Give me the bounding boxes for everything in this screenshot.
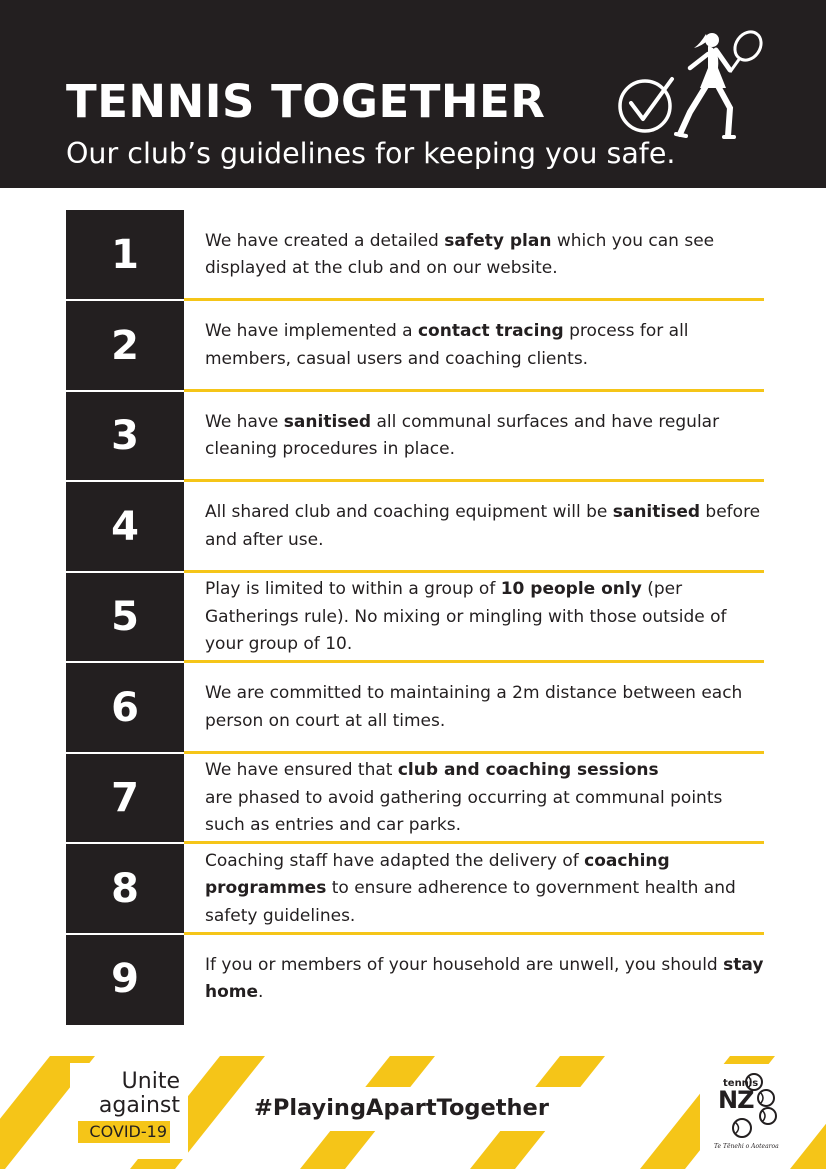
row-divider	[184, 932, 764, 935]
guideline-number-cell	[66, 934, 184, 1025]
row-divider	[184, 660, 764, 663]
guideline-emphasis: 10 people only	[500, 579, 642, 599]
guideline-text-part: are phased to avoid gathering occurring at communal points such as entries and car parks.	[205, 787, 723, 835]
guidelines-list	[66, 210, 764, 1026]
logo-tagline: Te Tēnehi o Aotearoa	[714, 1143, 779, 1150]
guideline-number: 4	[111, 503, 139, 550]
guideline-text-part: We have created a detailed	[205, 230, 445, 251]
guideline-text	[205, 844, 764, 935]
guideline-text	[205, 934, 764, 1025]
guideline-row	[66, 210, 764, 301]
guideline-row	[66, 934, 764, 1025]
guideline-number-cell	[66, 482, 184, 573]
row-divider	[184, 841, 764, 844]
guideline-text-part: to ensure adherence to government health and safety guidelines.	[205, 878, 736, 926]
guideline-text	[205, 301, 764, 392]
row-divider	[184, 298, 764, 301]
guideline-number-cell	[66, 844, 184, 935]
number-divider	[66, 933, 184, 935]
guideline-number-cell	[66, 663, 184, 754]
guideline-row	[66, 844, 764, 935]
guideline-text	[205, 482, 764, 573]
guideline-text-part: Play is limited to within a group of	[205, 579, 501, 599]
page-subtitle: Our club’s guidelines for keeping you safe.	[66, 137, 676, 170]
guideline-emphasis: stay home	[205, 954, 764, 1003]
guideline-row	[66, 301, 764, 392]
row-divider	[184, 570, 764, 573]
guideline-number: 9	[111, 956, 139, 1003]
guideline-text-part: We are committed to maintaining a 2m distance between each person on court at all times.	[205, 683, 743, 731]
guideline-text-part: We have	[205, 411, 284, 432]
guideline-text-part: all communal surfaces and have regular cleaning procedures in place.	[205, 411, 720, 460]
guideline-text-part: .	[258, 982, 264, 1003]
guideline-row	[66, 663, 764, 754]
guideline-number: 6	[111, 684, 139, 731]
guideline-text-part: (per Gatherings rule). No mixing or mingling with those outside of your group of 10.	[205, 579, 727, 654]
guideline-text-part: Coaching staff have adapted the delivery of	[205, 850, 585, 871]
logo-text-tennis: tennis	[723, 1078, 759, 1089]
number-divider	[66, 661, 184, 663]
guideline-text	[205, 210, 764, 301]
guideline-text-part: before and after use.	[205, 502, 761, 550]
guideline-text-part: We have implemented a	[205, 321, 418, 342]
guideline-emphasis: sanitised	[283, 411, 372, 432]
number-divider	[66, 752, 184, 754]
guideline-text-part: If you or members of your household are unwell, you should	[205, 954, 724, 975]
guideline-number: 8	[111, 865, 139, 912]
guideline-row	[66, 391, 764, 482]
row-divider	[184, 479, 764, 482]
guideline-text-part: We have ensured that	[205, 760, 398, 780]
guideline-emphasis: contact tracing	[417, 321, 564, 342]
guideline-emphasis: sanitised	[612, 502, 701, 523]
guideline-text	[205, 663, 764, 754]
guideline-text	[205, 572, 764, 663]
guideline-text-part: process for all members, casual users and coaching clients.	[205, 321, 689, 369]
guideline-emphasis: coaching programmes	[205, 850, 670, 898]
logo-text-unite: Unite	[121, 1069, 180, 1094]
hashtag-text: #PlayingApartTogether	[254, 1095, 549, 1121]
guideline-row	[66, 482, 764, 573]
tennis-player-icon	[672, 24, 770, 142]
guideline-text	[205, 753, 764, 844]
guideline-number-cell	[66, 210, 184, 301]
guideline-number: 1	[111, 232, 139, 279]
header-banner	[0, 0, 826, 188]
number-divider	[66, 299, 184, 301]
covid-badge: COVID-19	[78, 1121, 170, 1143]
row-divider	[184, 389, 764, 392]
guideline-emphasis: club and coaching sessions	[397, 760, 659, 780]
number-divider	[66, 842, 184, 844]
logo-text-against: against	[98, 1093, 180, 1118]
page-title: TENNIS TOGETHER	[66, 75, 546, 128]
guideline-text-part: All shared club and coaching equipment will be	[205, 502, 613, 523]
number-divider	[66, 390, 184, 392]
guideline-number: 2	[111, 322, 139, 369]
guideline-row	[66, 753, 764, 844]
logo-text-nz: NZ	[718, 1086, 754, 1114]
number-divider	[66, 480, 184, 482]
guideline-number-cell	[66, 391, 184, 482]
guideline-number: 7	[111, 775, 139, 822]
guideline-number: 5	[111, 594, 139, 641]
row-divider	[184, 751, 764, 754]
guideline-text	[205, 391, 764, 482]
guideline-row	[66, 572, 764, 663]
guideline-number-cell	[66, 753, 184, 844]
guideline-number-cell	[66, 301, 184, 392]
number-divider	[66, 571, 184, 573]
guideline-number: 3	[111, 413, 139, 460]
guideline-text-part: which you can see displayed at the club and on our website.	[205, 230, 715, 279]
guideline-emphasis: safety plan	[444, 230, 552, 251]
checkmark-circle-icon	[616, 73, 678, 135]
guideline-number-cell	[66, 572, 184, 663]
